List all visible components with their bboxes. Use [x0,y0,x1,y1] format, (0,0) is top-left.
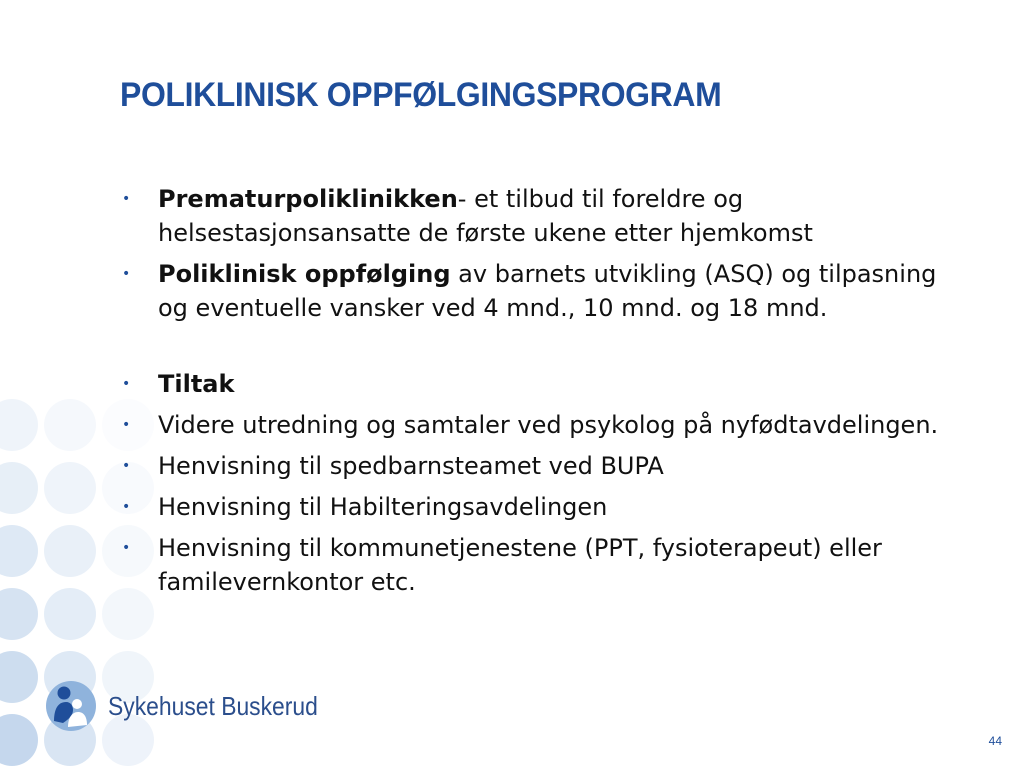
bullet-icon: • [122,417,131,433]
decor-dot [0,651,38,703]
list-item [118,182,968,250]
bullet-bold-text: Poliklinisk oppfølging [158,260,451,288]
bullet-icon: • [122,266,131,282]
decor-dot [0,714,38,766]
decor-dot [44,525,96,577]
decor-dot [44,588,96,640]
bullet-icon: • [122,191,131,207]
bullet-text: - et tilbud til foreldre og helsestasjonsansatte de første ukene etter hjemkomst [158,185,813,247]
bullet-icon: • [122,540,131,556]
bullet-text: av barnets utvikling (ASQ) og tilpasning og eventuelle vansker ved 4 mnd., 10 mnd. og 18 mnd. [158,260,937,322]
logo-text: Sykehuset Buskerud [108,690,318,721]
decor-dot [44,462,96,514]
hospital-logo [44,680,324,732]
page-number: 44 [988,734,1002,748]
bullet-icon: • [122,499,131,515]
list-item [118,490,968,524]
decor-dot [44,399,96,451]
list-item [118,408,968,442]
bullet-text: Henvisning til spedbarnsteamet ved BUPA [158,452,664,480]
decor-dot [0,399,38,451]
bullet-icon: • [122,376,131,392]
bullet-icon: • [122,458,131,474]
list-item [118,531,968,599]
list-item [118,367,968,401]
slide-title: POLIKLINISK OPPFØLGINGSPROGRAM [120,76,722,114]
list-item [118,449,968,483]
bullet-text: Henvisning til kommunetjenestene (PPT, fysioterapeut) eller familevernkontor etc. [158,534,882,596]
decor-dot [0,462,38,514]
people-logo-icon [44,679,98,733]
bullet-bold-text: Prematurpoliklinikken [158,185,458,213]
decor-dot [0,525,38,577]
bullet-list [118,182,968,606]
bullet-text: Henvisning til Habilteringsavdelingen [158,493,608,521]
bullet-text: Videre utredning og samtaler ved psykolog på nyfødtavdelingen. [158,411,939,439]
list-item [118,257,968,325]
bullet-bold-text: Tiltak [158,370,235,398]
decor-dot [0,588,38,640]
